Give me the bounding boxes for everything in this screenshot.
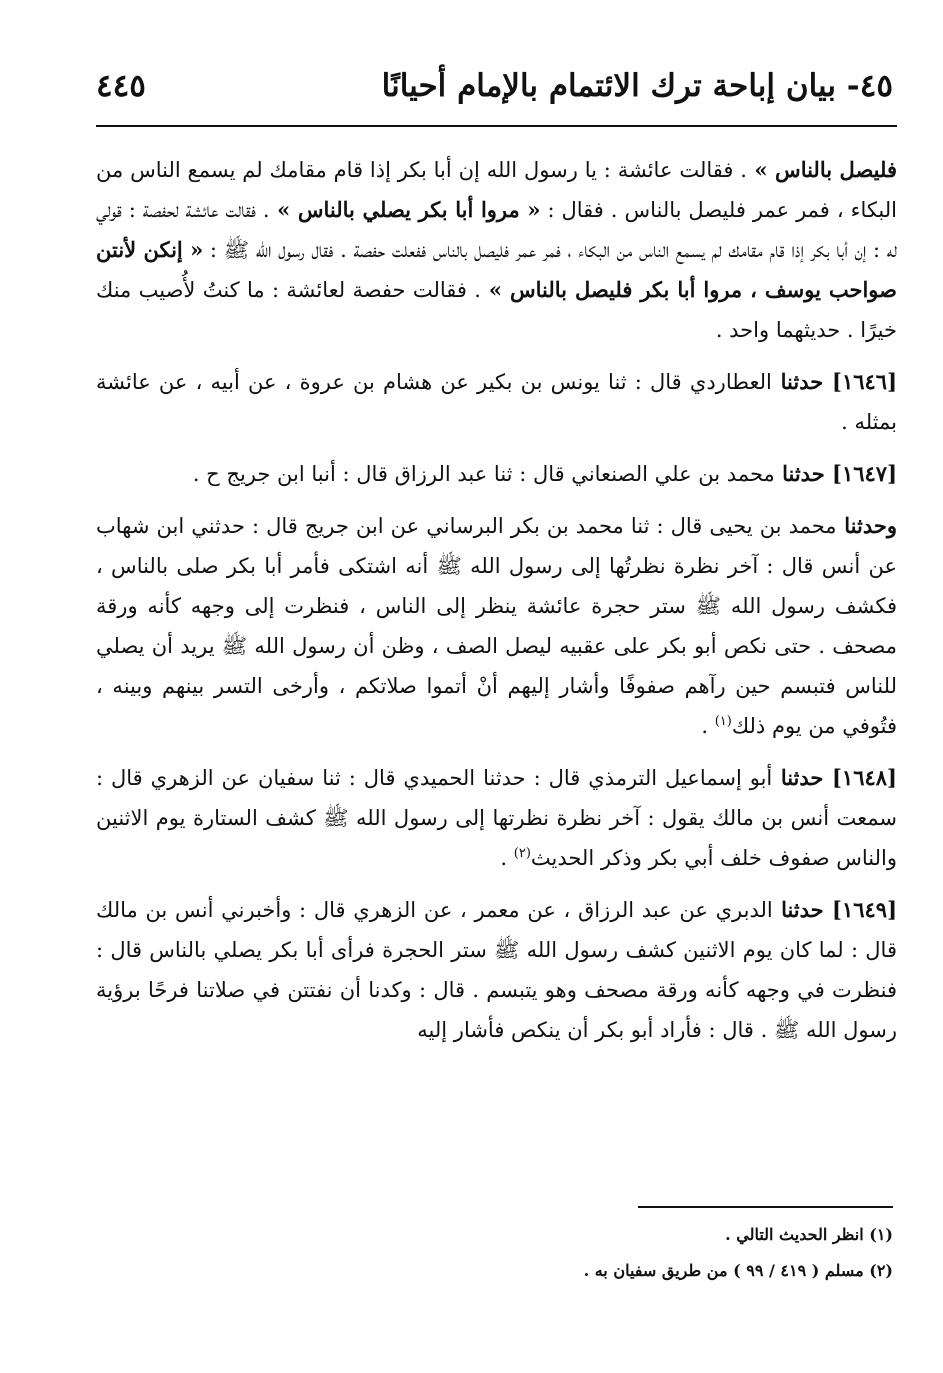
text-run: . فقالت عائشة : يا رسول الله إن أبا بكر إذا قام مقامك لم يسمع الناس من البكاء ، فمر عمر فليصل بالناس . فقال : bbox=[96, 158, 898, 222]
paragraph bbox=[96, 890, 897, 1050]
bold-text: وحدثنا bbox=[836, 513, 897, 538]
footnote-1: (١) انظر الحديث التالي . bbox=[725, 1225, 893, 1244]
bold-text: « مروا أبا بكر يصلي بالناس » bbox=[269, 197, 541, 222]
body-text bbox=[96, 150, 897, 1062]
text-run: محمد بن يحيى قال : ثنا محمد بن بكر البرساني عن ابن جريج قال : حدثني ابن شهاب عن أنس قال : آخر نظرة نظرتُها إلى رسول الله ﷺ أنه اشتكى فأمر أبا بكر صلى بالناس ، فكشف رسول الله ﷺ ستر حجرة عائشة ينظر إلى الناس ، فنظرت إلى وجهه كأنه ورقة مصحف . حتى نكص أبو بكر على عقبيه ليصل الصف ، وظن أن رسول الله ﷺ يريد أن يصلي للناس فتبسم حين رآهم صفوفًا وأشار إليهم أنْ أتموا صلاتكم ، وأرخى التسر بينهم وبينه ، فتُوفي من يوم ذلك bbox=[96, 514, 897, 738]
text-run: محمد بن علي الصنعاني قال : ثنا عبد الرزاق قال : أنبا ابن جريج ح . bbox=[192, 462, 775, 486]
text-run: أبو إسماعيل الترمذي قال : حدثنا الحميدي قال : ثنا سفيان عن الزهري قال : سمعت أنس بن مالك يقول : آخر نظرة نظرتها إلى رسول الله ﷺ كشف الستارة يوم الاثنين والناس صفوف خلف أبي بكر وذكر الحديث bbox=[96, 766, 897, 870]
footnote-2: (٢) مسلم ( ٤١٩ / ٩٩ ) من طريق سفيان به . bbox=[583, 1261, 893, 1280]
header-divider bbox=[96, 125, 897, 127]
page-number: ٤٤٥ bbox=[96, 68, 146, 104]
paragraph bbox=[96, 150, 897, 350]
footnote-marker: (١) bbox=[714, 714, 732, 729]
footnote-divider bbox=[638, 1206, 893, 1208]
bold-text: [١٦٤٧] حدثنا bbox=[774, 461, 897, 486]
bold-text: فليصل بالناس » bbox=[746, 157, 898, 182]
paragraph bbox=[96, 454, 897, 494]
chapter-title: ٤٥- بيان إباحة ترك الائتمام بالإمام أحيانًا bbox=[381, 68, 893, 104]
bold-text: [١٦٤٦] حدثنا bbox=[771, 369, 897, 394]
footnote-marker: (٢) bbox=[513, 846, 531, 861]
paragraph bbox=[96, 506, 897, 746]
bold-text: [١٦٤٨] حدثنا bbox=[772, 765, 897, 790]
bold-text: [١٦٤٩] حدثنا bbox=[772, 897, 897, 922]
bold-text: « إنكن لأنتن صواحب يوسف ، مروا أبا بكر فليصل بالناس » bbox=[96, 237, 897, 302]
footnotes bbox=[96, 1222, 893, 1294]
text-run: الدبري عن عبد الرزاق ، عن معمر ، عن الزهري قال : وأخبرني أنس بن مالك قال : لما كان يوم الاثنين كشف رسول الله ﷺ ستر الحجرة فرأى أبا بكر يصلي بالناس قال : فنظرت في وجهه كأنه ورقة مصحف وهو يتبسم . قال : وكدنا أن نفتتن في صلاتنا فرحًا برؤية رسول الله ﷺ . قال : فأراد أبو بكر أن ينكص فأشار إليه bbox=[96, 898, 897, 1042]
paragraph bbox=[96, 362, 897, 442]
text-run: . فقالت حفصة لعائشة : ما كنتُ لأُصيب منك خيرًا . حديثهما واحد . bbox=[96, 278, 897, 342]
text-run: . bbox=[701, 714, 715, 738]
text-run: العطاردي قال : ثنا يونس بن بكير عن هشام بن عروة ، عن أبيه ، عن عائشة بمثله . bbox=[96, 370, 897, 434]
text-run: . فقالت عائشة لحفصة : قولي له : إن أبا بكر إذا قام مقامك لم يسمع الناس من البكاء ، فمر عمر فليصل بالناس ففعلت حفصة . فقال رسول الله ﷺ : bbox=[96, 198, 898, 262]
page-header bbox=[96, 68, 893, 118]
paragraph bbox=[96, 758, 897, 878]
text-run: . bbox=[500, 846, 514, 870]
